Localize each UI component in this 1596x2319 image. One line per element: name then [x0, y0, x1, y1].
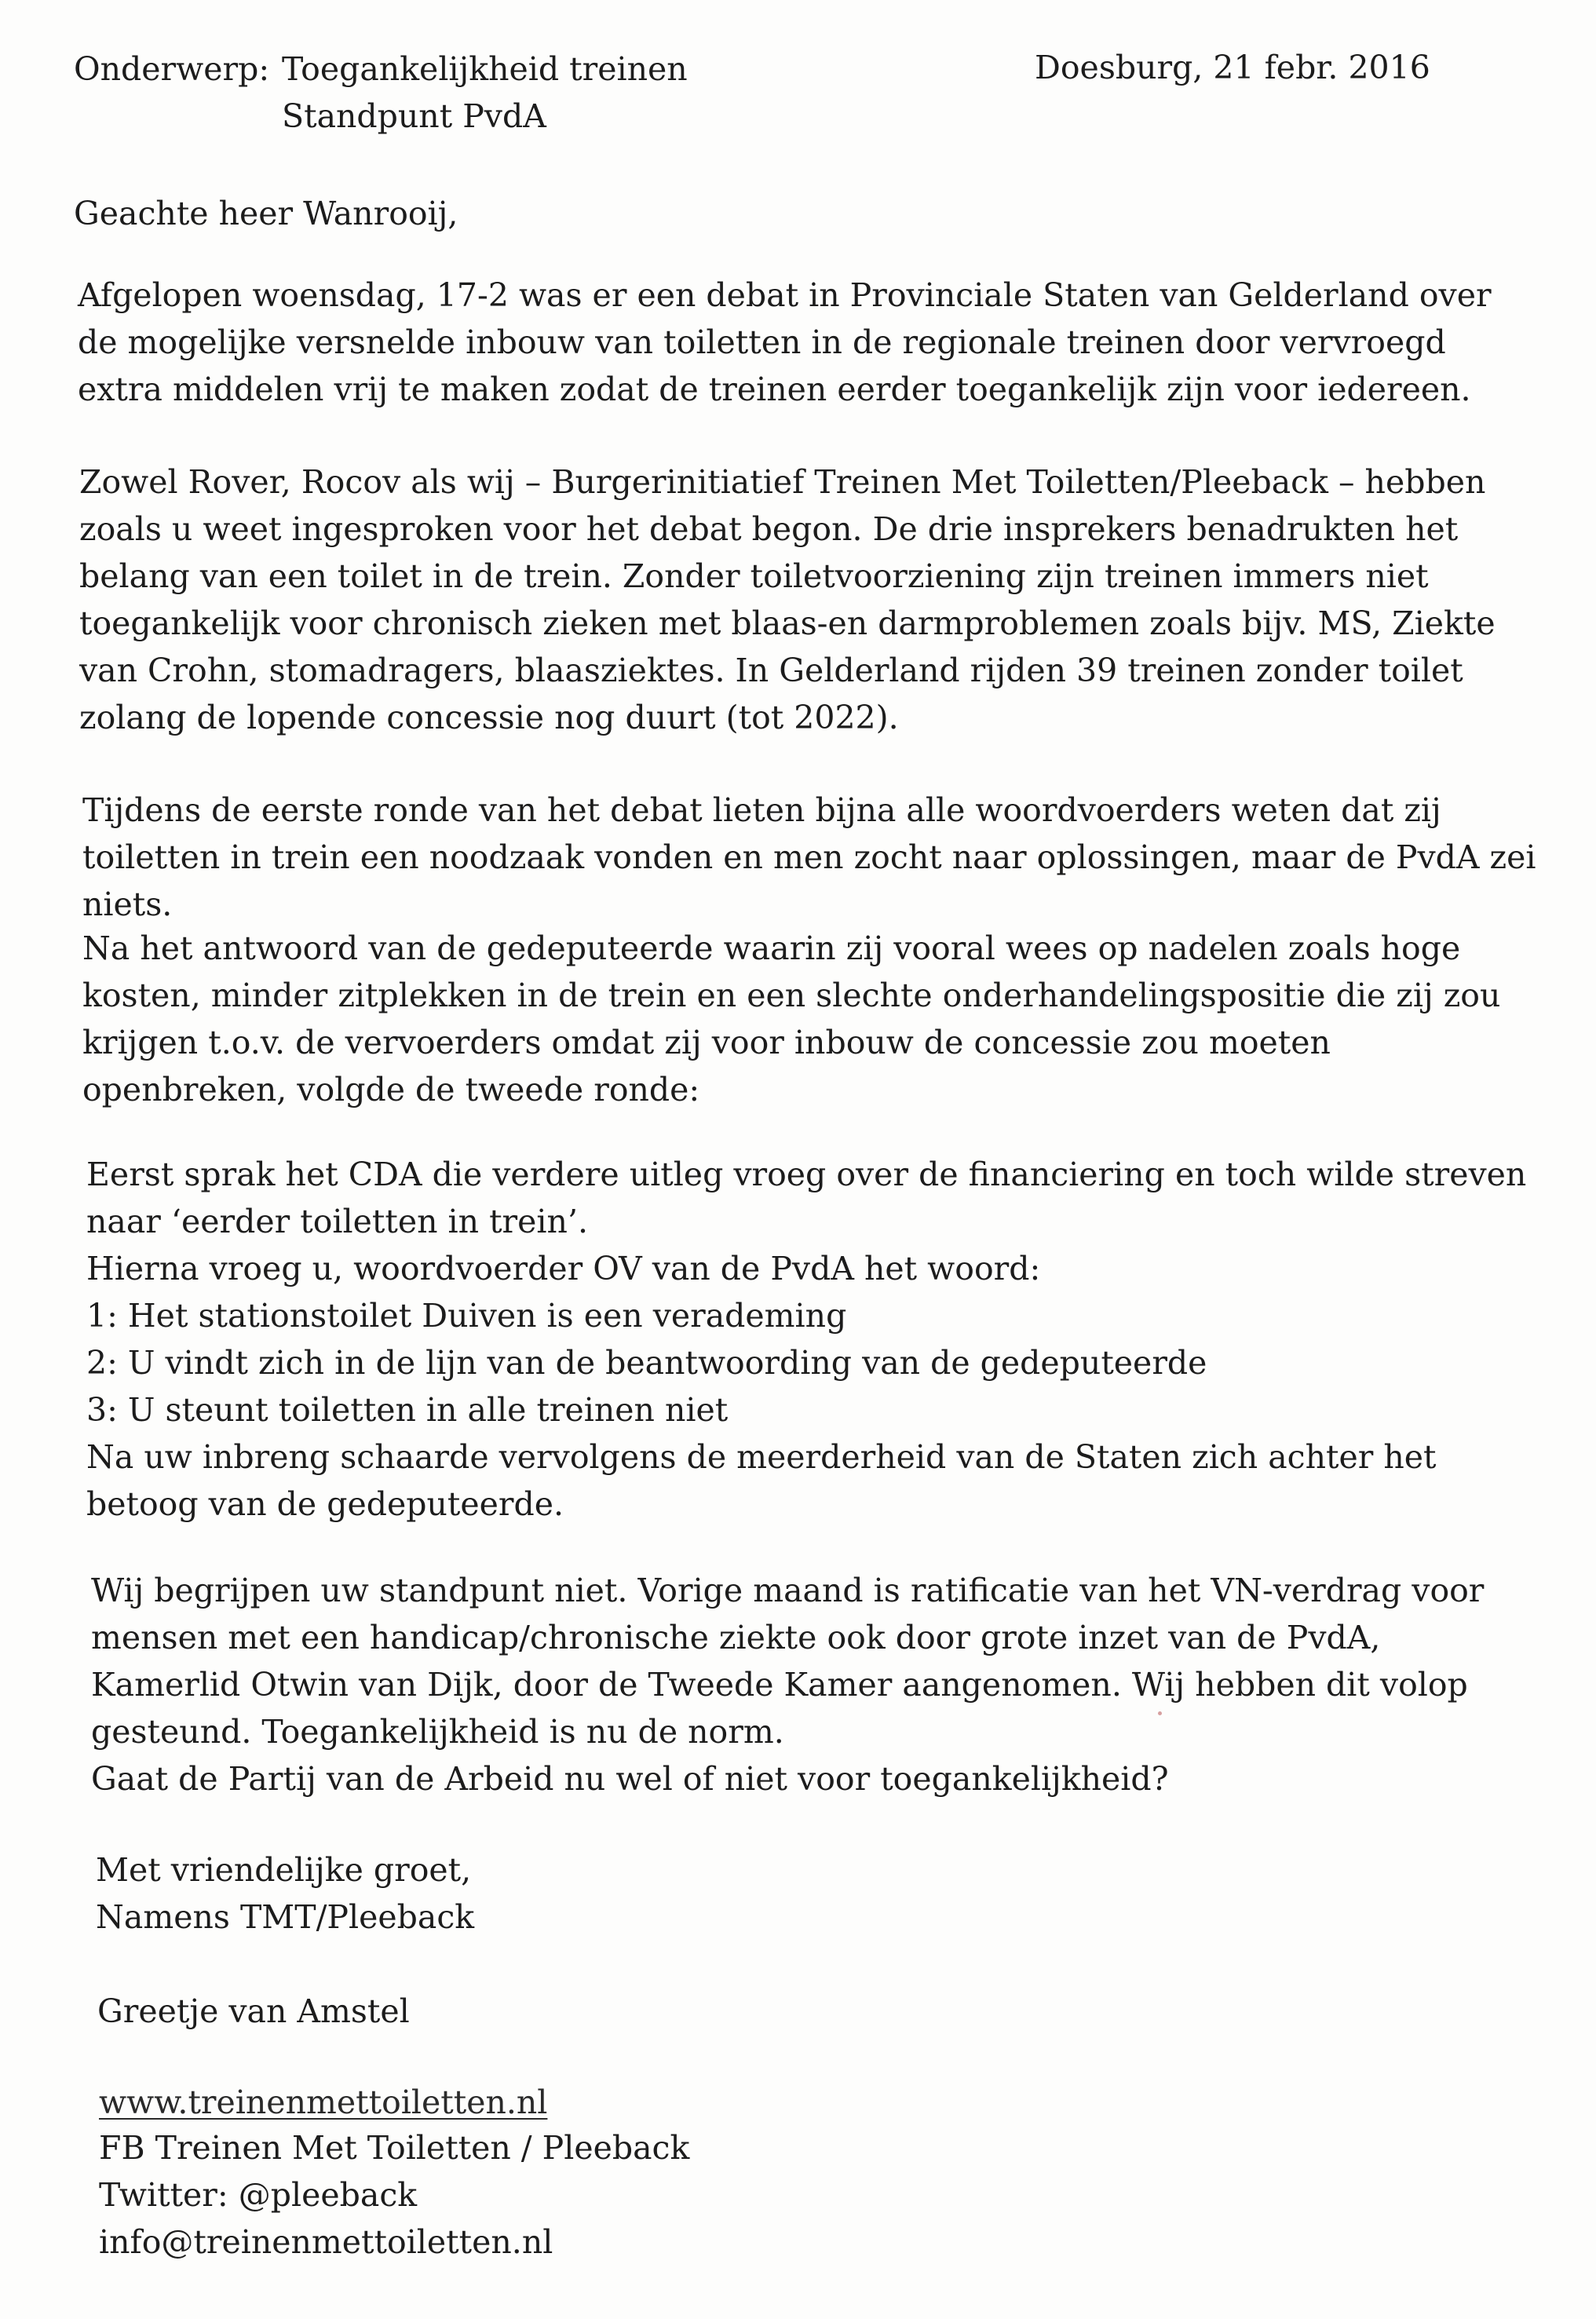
paragraph-line: krijgen t.o.v. de vervoerders omdat zij voor inbouw de concessie zou moeten: [82, 1024, 1331, 1061]
paragraph-line: 3: U steunt toiletten in alle treinen niet: [86, 1391, 729, 1429]
paragraph-line: Tijdens de eerste ronde van het debat lieten bijna alle woordvoerders weten dat zij: [82, 791, 1441, 829]
email-line: info@treinenmettoiletten.nl: [99, 2223, 553, 2261]
paragraph-line: Na uw inbreng schaarde vervolgens de meerderheid van de Staten zich achter het: [86, 1438, 1437, 1476]
paragraph-line: zolang de lopende concessie nog duurt (tot 2022).: [79, 699, 899, 736]
subject-line-2: Standpunt PvdA: [282, 97, 546, 135]
closing-line: Namens TMT/Pleeback: [96, 1898, 475, 1936]
facebook-line: FB Treinen Met Toiletten / Pleeback: [99, 2129, 690, 2167]
paragraph-line: Na het antwoord van de gedeputeerde waarin zij vooral wees op nadelen zoals hoge: [82, 929, 1461, 967]
paragraph-line: zoals u weet ingesproken voor het debat begon. De drie insprekers benadrukten het: [79, 510, 1459, 548]
paragraph-line: extra middelen vrij te maken zodat de treinen eerder toegankelijk zijn voor iedereen.: [78, 371, 1471, 408]
closing-line: Met vriendelijke groet,: [96, 1851, 472, 1889]
paragraph-line: openbreken, volgde de tweede ronde:: [82, 1071, 700, 1108]
signer-name: Greetje van Amstel: [97, 1992, 410, 2030]
paragraph-line: niets.: [82, 886, 173, 923]
paragraph-line: gesteund. Toegankelijkheid is nu de norm.: [91, 1713, 784, 1751]
salutation: Geachte heer Wanrooij,: [74, 195, 458, 232]
paragraph-line: de mogelijke versnelde inbouw van toiletten in de regionale treinen door vervroegd: [78, 323, 1446, 361]
paragraph-line: belang van een toilet in de trein. Zonder toiletvoorziening zijn treinen immers niet: [79, 557, 1429, 595]
scan-speck: [1158, 1711, 1162, 1715]
paragraph-line: naar ‘eerder toiletten in trein’.: [86, 1203, 589, 1240]
subject-label: Onderwerp:: [74, 50, 270, 88]
paragraph-line: Afgelopen woensdag, 17-2 was er een debat in Provinciale Staten van Gelderland over: [78, 276, 1492, 314]
place-date: Doesburg, 21 febr. 2016: [1035, 49, 1430, 86]
subject-line-1: Toegankelijkheid treinen: [282, 50, 688, 88]
paragraph-line: 2: U vindt zich in de lijn van de beantwoording van de gedeputeerde: [86, 1344, 1207, 1382]
paragraph-line: Gaat de Partij van de Arbeid nu wel of niet voor toegankelijkheid?: [91, 1760, 1169, 1798]
paragraph-line: toiletten in trein een noodzaak vonden en men zocht naar oplossingen, maar de PvdA zei: [82, 838, 1536, 876]
paragraph-line: Eerst sprak het CDA die verdere uitleg vroeg over de financiering en toch wilde streven: [86, 1156, 1527, 1193]
paragraph-line: Wij begrijpen uw standpunt niet. Vorige maand is ratificatie van het VN-verdrag voor: [91, 1572, 1485, 1609]
paragraph-line: van Crohn, stomadragers, blaasziektes. In Gelderland rijden 39 treinen zonder toilet: [79, 652, 1463, 689]
paragraph-line: Kamerlid Otwin van Dijk, door de Tweede Kamer aangenomen. Wij hebben dit volop: [91, 1666, 1468, 1704]
paragraph-line: Zowel Rover, Rocov als wij – Burgerinitiatief Treinen Met Toiletten/Pleeback – hebben: [79, 463, 1486, 501]
paragraph-line: betoog van de gedeputeerde.: [86, 1485, 564, 1523]
paragraph-line: toegankelijk voor chronisch zieken met blaas-en darmproblemen zoals bijv. MS, Ziekte: [79, 604, 1496, 642]
twitter-line: Twitter: @pleeback: [99, 2176, 418, 2214]
paragraph-line: kosten, minder zitplekken in de trein en een slechte onderhandelingspositie die zij zou: [82, 977, 1501, 1014]
paragraph-line: Hierna vroeg u, woordvoerder OV van de PvdA het woord:: [86, 1250, 1041, 1287]
paragraph-line: 1: Het stationstoilet Duiven is een verademing: [86, 1297, 847, 1335]
paragraph-line: mensen met een handicap/chronische ziekte ook door grote inzet van de PvdA,: [91, 1619, 1381, 1656]
website-link[interactable]: www.treinenmettoiletten.nl: [99, 2083, 548, 2121]
